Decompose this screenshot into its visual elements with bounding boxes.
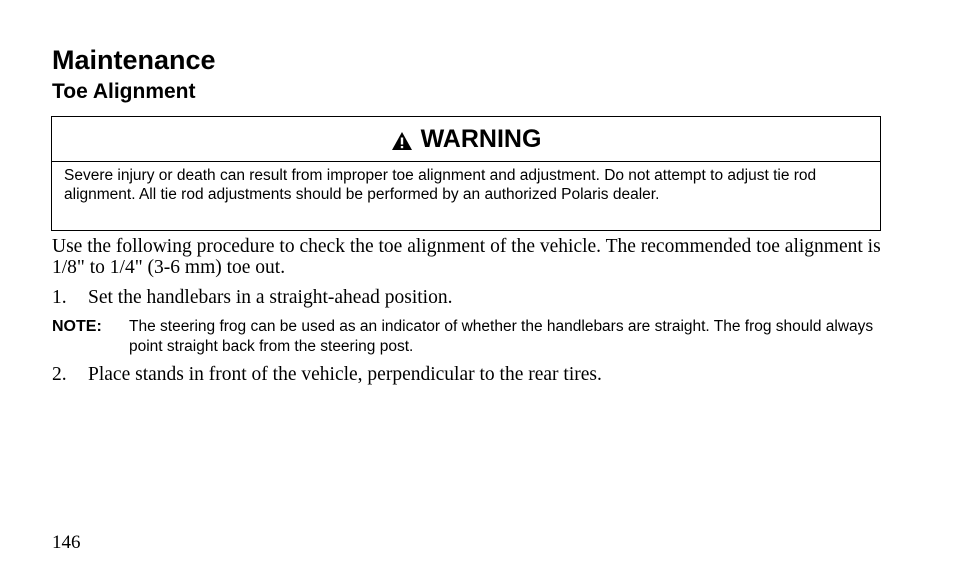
section-title: Maintenance xyxy=(52,45,216,75)
step-item xyxy=(52,364,602,386)
step-text: Place stands in front of the vehicle, perpendicular to the rear tires. xyxy=(88,364,602,385)
step-number: 2. xyxy=(52,364,67,385)
warning-text: Severe injury or death can result from improper toe alignment and adjustment. Do not attempt to adjust tie rod alignment. All tie rod adjustments should be performed by an authorized Polaris dealer. xyxy=(64,167,817,203)
warning-header xyxy=(52,117,880,162)
subsection-title: Toe Alignment xyxy=(52,80,196,103)
warning-box xyxy=(51,116,881,231)
page-number: 146 xyxy=(52,532,81,553)
intro-paragraph: Use the following procedure to check the toe alignment of the vehicle. The recommended toe alignment is 1/8" to 1/4" (3-6 mm) toe out. xyxy=(52,236,881,278)
step-item xyxy=(52,287,452,309)
step-number: 1. xyxy=(52,287,67,308)
step-text: Set the handlebars in a straight-ahead position. xyxy=(88,287,453,308)
note-label: NOTE: xyxy=(52,318,102,335)
warning-title: WARNING xyxy=(420,124,542,153)
note xyxy=(52,317,882,357)
note-text: The steering frog can be used as an indicator of whether the handlebars are straight. The frog should always point straight back from the steering post. xyxy=(129,318,874,355)
warning-triangle-icon xyxy=(391,129,413,149)
